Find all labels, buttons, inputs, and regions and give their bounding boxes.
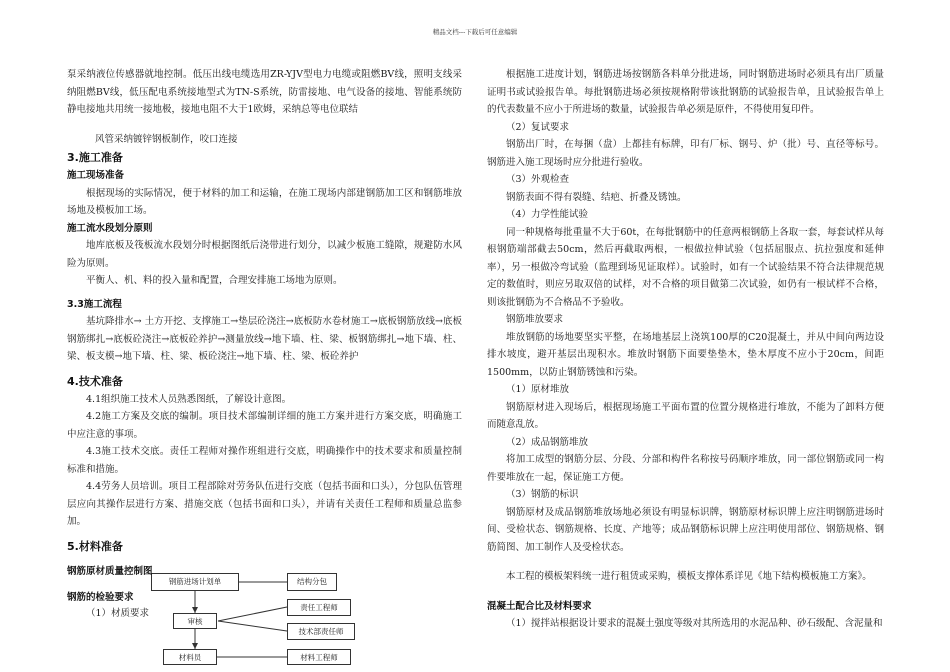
flowchart <box>67 565 462 665</box>
paragraph: （1）材质要求 <box>86 607 150 619</box>
paragraph: 同一种规格每批重量不大于60t，在每批钢筋中的任意两根钢筋上各取一套，每套试样从每根钢筋端部截去50cm，然后再截取两根，一根做拉伸试验（包括屈服点、抗拉强度和延伸率），另一根做冷弯试验（监理到场见证取样）。试验时，如有一个试验结果不符合法律规范规定的数值时，则应另取双倍的试样，对不合格的项目做第二次试验，如仍有一根试样不合格，则该批钢筋为不合格品不予验收。 <box>487 226 884 308</box>
subsection-heading: 3.3施工流程 <box>67 298 122 310</box>
paragraph: 4.4劳务人员培训。项目工程部除对劳务队伍进行交底（包括书面和口头），分包队伍管理层应向其操作层进行方案、措施交底（包括书面和口头），并请有关责任工程师和质量总监参加。 <box>67 481 462 527</box>
paragraph: 钢筋表面不得有裂缝、结疤、折叠及锈蚀。 <box>506 191 687 203</box>
paragraph: 堆放钢筋的场地要坚实平整，在场地基层上浇筑100厚的C20混凝土，并从中间向两边设排水坡度，避开基层出现积水。堆放时钢筋下面要垫垫木，垫木厚度不应小于20cm，间距1500mm，以防止钢筋锈蚀和污染。 <box>487 331 884 378</box>
flow-box-subcontract: 结构分包 <box>287 573 337 591</box>
figure-title: 钢筋原材质量控制图 <box>67 565 153 577</box>
flow-box-material-clerk: 材料员 <box>163 649 217 665</box>
paragraph: 地库底板及筏板流水段划分时根据图纸后浇带进行划分，以减少板施工缝隙，规避防水风险为原则。 <box>67 240 462 269</box>
paragraph: 平衡人、机、料的投入量和配置，合理安排施工场地为原则。 <box>86 275 343 286</box>
connector <box>218 607 287 621</box>
connector <box>218 621 287 631</box>
paragraph: 将加工成型的钢筋分层、分段、分部和构件名称按号码顺序堆放，同一部位钢筋或同一构件要堆放在一起，保证施工方便。 <box>487 454 884 483</box>
right-column <box>487 66 884 633</box>
paragraph: 4.3施工技术交底。责任工程师对操作班组进行交底，明确操作中的技术要求和质量控制标准和措施。 <box>67 446 462 475</box>
paragraph: （4）力学性能试验 <box>506 209 589 220</box>
paragraph: （3）钢筋的标识 <box>506 489 579 500</box>
subsection-heading: 钢筋的检验要求 <box>67 591 134 603</box>
subsection-heading: 混凝土配合比及材料要求 <box>487 600 592 612</box>
flow-box-review: 审核 <box>173 613 217 629</box>
section-heading: 4.技术准备 <box>67 374 123 388</box>
flow-box-material-engineer: 材料工程师 <box>287 649 351 665</box>
paragraph: （1）搅拌站根据设计要求的混凝土强度等级对其所选用的水泥品种、砂石级配、含泥量和 <box>506 618 883 629</box>
paragraph: 泵采纳液位传感器就地控制。低压出线电缆选用ZR-YJV型电力电缆或阻燃BV线，照明支线采纳阻燃BV线，低压配电系统接地型式为TN-S系统，防雷接地、电气设备的接地、智能系统防静电接地共用统一接地极，接地电阻不大于1欧姆，采纳总等电位联结 <box>67 69 462 115</box>
subsection-heading: 施工流水段划分原则 <box>67 222 153 234</box>
left-column <box>67 66 462 665</box>
flow-box-plan: 钢筋进场计划单 <box>151 573 239 591</box>
paragraph: 根据施工进度计划，钢筋进场按钢筋各料单分批进场，同时钢筋进场时必须具有出厂质量证明书或试验报告单。每批钢筋进场必须按规格附带该批钢筋的试验报告单，且试验报告单上的代表数量不应小于所进场的数量，试验报告单必须是原件，不得使用复印件。 <box>487 69 884 115</box>
paragraph: 钢筋出厂时，在每捆（盘）上都挂有标牌，印有厂标、钢号、炉（批）号、直径等标号。钢筋进入施工现场时应分批进行验收。 <box>487 139 884 168</box>
paragraph: 基坑降排水→ 土方开挖、支撑施工→垫层砼浇注→底板防水卷材施工→底板钢筋放线→底板钢筋绑扎→底板砼浇注→底板砼养护→测量放线→地下墙、柱、梁、板钢筋绑扎→地下墙、柱、梁、板支模→地下墙、柱、梁、板砼浇注→地下墙、柱、梁、板砼养护 <box>67 316 462 362</box>
paragraph: （2）复试要求 <box>506 121 570 133</box>
flow-box-tech-engineer: 技术部责任师 <box>287 623 355 640</box>
subsection-heading: 施工现场准备 <box>67 170 125 181</box>
paragraph: 钢筋原材及成品钢筋堆放场地必须设有明显标识牌，钢筋原材标识牌上应注明钢筋进场时间、受检状态、钢筋规格、长度、产地等；成品钢筋标识牌上应注明使用部位、钢筋规格、钢筋简图、加工制作人及受检状态。 <box>487 506 884 553</box>
paragraph: 本工程的模板架料统一进行租赁或采购，模板支撑体系详见《地下结构模板施工方案》。 <box>506 571 872 582</box>
paragraph: 钢筋原材进入现场后，根据现场施工平面布置的位置分规格进行堆放，不能为了卸料方便而随意乱放。 <box>487 401 884 430</box>
paragraph: 4.2施工方案及交底的编制。项目技术部编制详细的施工方案并进行方案交底，明确施工中应注意的事项。 <box>67 411 462 440</box>
paragraph: 4.1组织施工技术人员熟悉图纸，了解设计意图。 <box>86 393 292 405</box>
flow-box-engineer: 责任工程师 <box>287 599 351 616</box>
paragraph: （2）成品钢筋堆放 <box>506 436 589 448</box>
section-heading: 5.材料准备 <box>67 539 123 553</box>
paragraph: 钢筋堆放要求 <box>506 314 564 325</box>
paragraph: 根据现场的实际情况，便于材料的加工和运输，在施工现场内部建钢筋加工区和钢筋堆放场地及模板加工场。 <box>67 187 462 216</box>
paragraph: 风管采纳镀锌钢板制作，咬口连接 <box>95 133 238 145</box>
section-heading: 3.施工准备 <box>67 151 123 164</box>
page-header: 精品文档---下载后可任意编辑 <box>432 28 518 36</box>
paragraph: （1）原材堆放 <box>506 384 570 395</box>
paragraph: （3）外观检查 <box>506 174 570 185</box>
